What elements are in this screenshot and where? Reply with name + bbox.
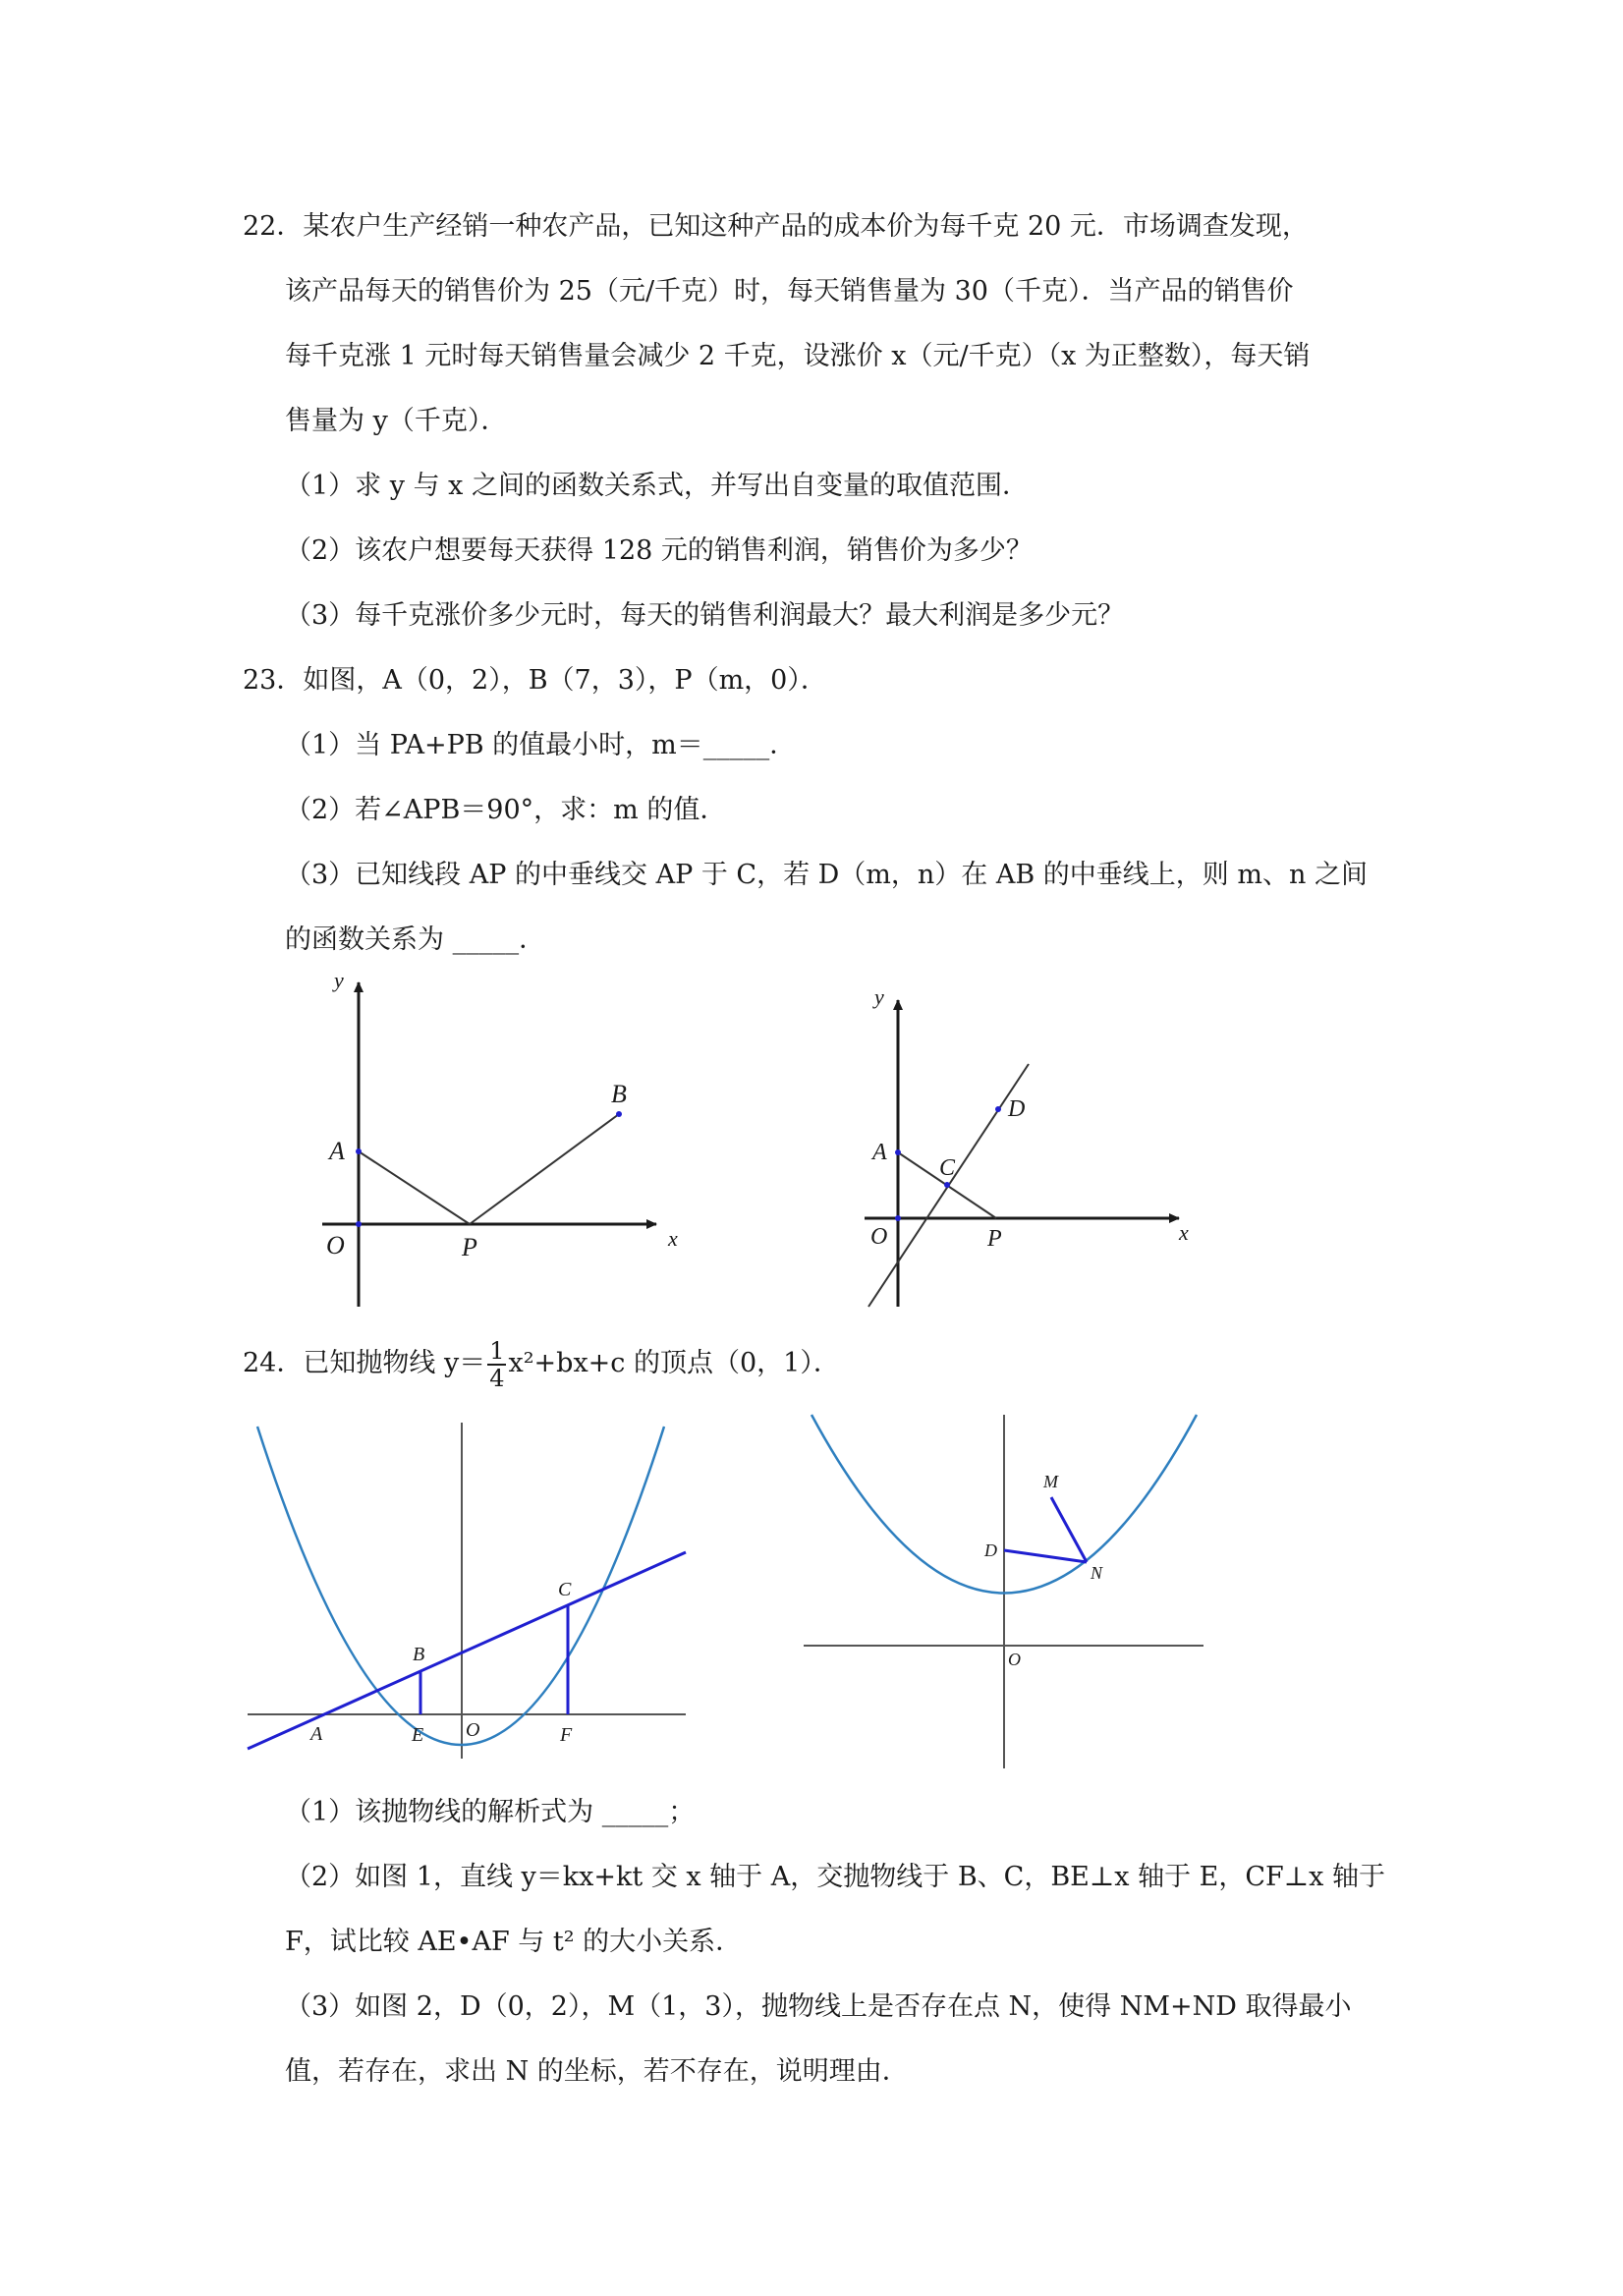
q24-fraction-denominator: 4 xyxy=(489,1364,505,1392)
fig24a-label-b: B xyxy=(413,1644,425,1665)
q22-line-4: 售量为 y（千克）． xyxy=(285,406,508,436)
q24-prefix: 24．已知抛物线 y＝ xyxy=(243,1348,486,1378)
fig23b-point-d xyxy=(995,1106,1001,1112)
fig24a-label-a: A xyxy=(310,1723,323,1745)
fig23a-point-a xyxy=(356,1148,362,1154)
q24-part-2b: F，试比较 AE•AF 与 t² 的大小关系． xyxy=(285,1927,743,1957)
q24-suffix: x²+bx+c 的顶点（0，1）． xyxy=(508,1348,840,1378)
q22-part-1: （1）求 y 与 x 之间的函数关系式，并写出自变量的取值范围． xyxy=(285,471,1029,501)
fig23b-label-p: P xyxy=(987,1226,1002,1252)
fig23b-label-a: A xyxy=(872,1140,887,1165)
fig24a-label-c: C xyxy=(558,1579,572,1600)
q24-part-3b: 值，若存在，求出 N 的坐标，若不存在，说明理由． xyxy=(285,2056,909,2087)
fig24b-label-d: D xyxy=(984,1540,997,1560)
fig24b-label-m: M xyxy=(1043,1472,1058,1491)
fig24a-label-e: E xyxy=(412,1724,424,1746)
q23-part-3a: （3）已知线段 AP 的中垂线交 AP 于 C，若 D（m，n）在 AB 的中垂线上，则 m、n 之间 xyxy=(285,860,1368,890)
q23-part-2: （2）若∠APB＝90°，求：m 的值． xyxy=(285,795,727,825)
fig24b-label-o: O xyxy=(1008,1650,1021,1669)
fig24a-label-f: F xyxy=(560,1724,573,1746)
q22-line-3: 每千克涨 1 元时每天销售量会减少 2 千克，设涨价 x（元/千克）（x 为正整数），每天销 xyxy=(285,341,1311,371)
fig23a-point-b xyxy=(616,1111,622,1117)
fig24a-label-o: O xyxy=(466,1719,480,1741)
fig23a-segment-pb xyxy=(470,1114,619,1224)
fig23a-label-p: P xyxy=(462,1233,477,1261)
fig23a-label-o: O xyxy=(326,1231,345,1260)
fig23b-point-c xyxy=(944,1182,950,1188)
fig24b-label-n: N xyxy=(1091,1563,1103,1583)
fig23b-label-d: D xyxy=(1008,1096,1026,1122)
fig23b-point-a xyxy=(895,1149,901,1155)
q22-part-2: （2）该农户想要每天获得 128 元的销售利润，销售价为多少？ xyxy=(285,535,1033,566)
q24-fraction-numerator: 1 xyxy=(489,1336,505,1365)
fig23a-segment-ap xyxy=(359,1151,470,1224)
fig23a-label-b: B xyxy=(611,1080,627,1108)
fig24b-segment-dn xyxy=(1004,1550,1087,1562)
q22-part-3: （3）每千克涨价多少元时，每天的销售利润最大？最大利润是多少元？ xyxy=(285,600,1125,631)
fig23b-label-o: O xyxy=(870,1224,888,1250)
q24-fraction xyxy=(487,1338,506,1391)
q24-part-1: （1）该抛物线的解析式为 _____； xyxy=(285,1797,696,1827)
q22-line-2: 该产品每天的销售价为 25（元/千克）时，每天销售量为 30（千克）．当产品的销售价 xyxy=(285,276,1294,307)
fig23a-label-y: y xyxy=(334,968,344,992)
fig23b-label-c: C xyxy=(939,1155,956,1181)
q23-part-1: （1）当 PA+PB 的值最小时，m＝_____． xyxy=(285,730,797,760)
fig23b-label-x: x xyxy=(1179,1220,1189,1245)
fig23b-point-o xyxy=(895,1215,901,1221)
q24-part-3a: （3）如图 2，D（0，2），M（1，3），抛物线上是否存在点 N，使得 NM+ND 取得最小 xyxy=(285,1991,1352,2022)
q22-line-1: 22．某农户生产经销一种农产品，已知这种产品的成本价为每千克 20 元．市场调查发现， xyxy=(243,211,1309,242)
q23-line-1: 23．如图，A（0，2），B（7，3），P（m，0）． xyxy=(243,665,827,696)
fig23a-label-a: A xyxy=(329,1137,345,1165)
fig24b-segment-mn xyxy=(1051,1497,1087,1562)
fig23a-point-o xyxy=(356,1221,362,1227)
q23-part-3b: 的函数关系为 _____． xyxy=(285,924,546,955)
fig23a-label-x: x xyxy=(668,1226,678,1251)
q24-line-1 xyxy=(243,1334,840,1393)
q24-part-2a: （2）如图 1，直线 y＝kx+kt 交 x 轴于 A，交抛物线于 B、C，BE⊥x 轴于 E，CF⊥x 轴于 xyxy=(285,1862,1385,1892)
fig23b-label-y: y xyxy=(874,984,884,1009)
